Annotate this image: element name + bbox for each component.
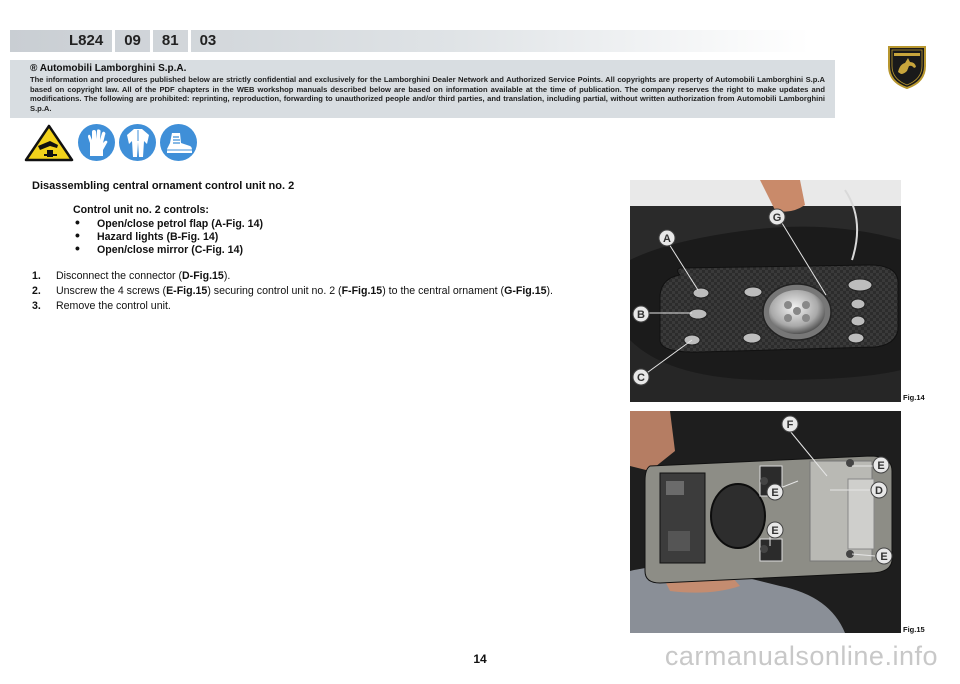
list-item: • Open/close petrol flap (A-Fig. 14) bbox=[73, 218, 602, 231]
svg-text:E: E bbox=[877, 460, 885, 472]
step-number: 3. bbox=[32, 300, 41, 312]
safety-icons bbox=[24, 124, 197, 162]
figure-reference: D-Fig.15 bbox=[182, 270, 224, 282]
step-text: Remove the control unit. bbox=[56, 300, 171, 312]
figure-reference: F-Fig.15 bbox=[341, 285, 383, 297]
watermark: carmanualsonline.info bbox=[664, 641, 938, 671]
controls-list bbox=[73, 218, 602, 257]
code-section: 03 bbox=[199, 32, 217, 49]
gloves-icon bbox=[78, 124, 115, 161]
svg-text:B: B bbox=[637, 309, 645, 321]
procedure-content bbox=[32, 180, 602, 314]
figure-reference: G-Fig.15 bbox=[504, 285, 547, 297]
list-item: • Open/close mirror (C-Fig. 14) bbox=[73, 244, 602, 257]
callout-f bbox=[782, 416, 798, 432]
step-number: 2. bbox=[32, 285, 41, 297]
figure-14-label: Fig.14 bbox=[903, 393, 925, 402]
callout-a bbox=[659, 230, 675, 246]
figure-15-label: Fig.15 bbox=[903, 625, 925, 634]
overalls-icon bbox=[119, 124, 156, 161]
list-item: • Hazard lights (B-Fig. 14) bbox=[73, 231, 602, 244]
copyright-title: ® Automobili Lamborghini S.p.A. bbox=[30, 63, 187, 74]
figure-14-photo bbox=[630, 180, 901, 402]
code-group: 09 bbox=[115, 30, 153, 52]
svg-text:F: F bbox=[786, 419, 794, 431]
callout-d bbox=[871, 482, 887, 498]
page-number: 14 bbox=[473, 652, 487, 666]
document-code bbox=[60, 30, 225, 52]
callout-g bbox=[769, 209, 785, 225]
crush-warning-icon bbox=[24, 124, 74, 162]
svg-text:D: D bbox=[875, 485, 883, 497]
controls-title: Control unit no. 2 controls: bbox=[73, 204, 209, 216]
svg-text:E: E bbox=[771, 525, 779, 537]
callout-e bbox=[873, 457, 889, 473]
code-model: L824 bbox=[60, 30, 115, 52]
step-number: 1. bbox=[32, 270, 41, 282]
callout-b bbox=[633, 306, 649, 322]
step-text: Disconnect the connector (D-Fig.15). bbox=[56, 270, 231, 282]
lamborghini-logo-icon bbox=[885, 44, 929, 90]
figure-15-photo bbox=[630, 411, 901, 633]
copyright-notice bbox=[10, 60, 835, 118]
section-title: Disassembling central ornament control unit no. 2 bbox=[32, 180, 295, 192]
callout-e bbox=[876, 548, 892, 564]
code-subgroup: 81 bbox=[153, 30, 191, 52]
step-item bbox=[32, 284, 602, 299]
svg-text:E: E bbox=[880, 551, 888, 563]
callout-e bbox=[767, 484, 783, 500]
step-item bbox=[32, 269, 602, 284]
steps-list bbox=[32, 269, 602, 314]
step-item bbox=[32, 299, 602, 314]
svg-text:G: G bbox=[772, 212, 782, 224]
svg-text:E: E bbox=[771, 487, 779, 499]
svg-text:C: C bbox=[637, 372, 645, 384]
callout-e bbox=[767, 522, 783, 538]
safety-shoes-icon bbox=[160, 124, 197, 161]
svg-text:A: A bbox=[663, 233, 671, 245]
callout-c bbox=[633, 369, 649, 385]
step-text: Unscrew the 4 screws (E-Fig.15) securing control unit no. 2 (F-Fig.15) to the central ornament (G-Fig.15). bbox=[56, 285, 553, 297]
figure-reference: E-Fig.15 bbox=[166, 285, 208, 297]
copyright-text: The information and procedures published below are strictly confidential and exclusively for the Lamborghini Dealer Network and Authorized Service Points. All copyrights are property of Automobili Lamborghini S.p.A based on copyright law. All of the PDF chapters in the WEB workshop manuals described below are based on information available at the time of publication. The company reserves the right to make updates and modifications. The following are prohibited: reprinting, reproduction, forwarding to unauthorized people and/or third parties, and translation, including partial, without written authorization from Automobili Lamborghini S.p.A. bbox=[30, 75, 825, 113]
